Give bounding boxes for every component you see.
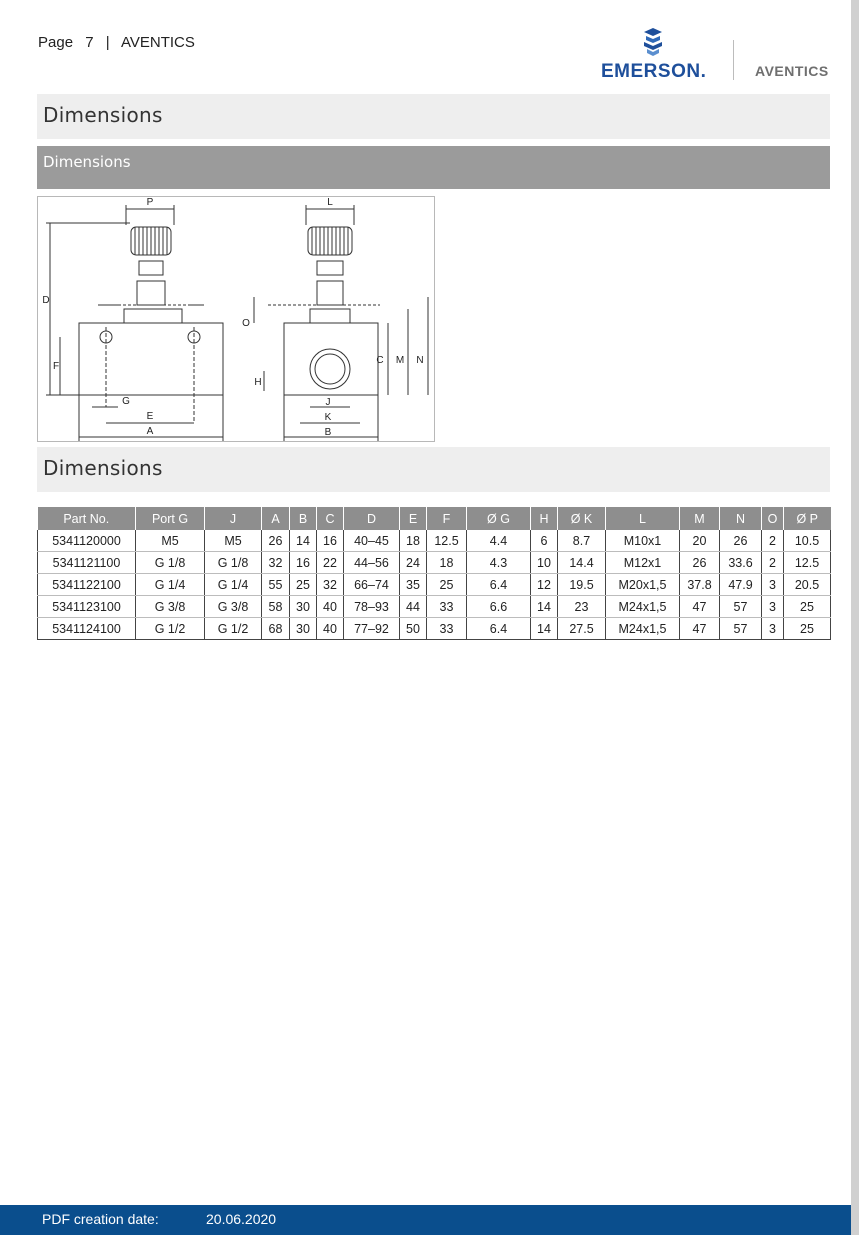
- col-header: J: [205, 507, 262, 530]
- table-cell: 8.7: [558, 530, 606, 552]
- table-cell: G 3/8: [136, 596, 205, 618]
- table-cell: 10.5: [784, 530, 831, 552]
- footer-date: 20.06.2020: [206, 1211, 277, 1227]
- table-cell: 40–45: [344, 530, 400, 552]
- table-cell: 16: [290, 552, 317, 574]
- table-cell: 6.4: [467, 574, 531, 596]
- dim-label-b: B: [324, 427, 332, 438]
- brand-logos: [598, 28, 850, 84]
- table-cell: M5: [205, 530, 262, 552]
- page-edge-shadow: [851, 0, 859, 1235]
- table-cell: G 1/2: [136, 618, 205, 640]
- table-cell: 26: [680, 552, 720, 574]
- dim-label-l: L: [327, 197, 333, 208]
- table-cell: M10x1: [606, 530, 680, 552]
- table-cell: 25: [784, 618, 831, 640]
- dim-label-k: K: [324, 412, 332, 423]
- table-cell: 5341123100: [38, 596, 136, 618]
- aventics-logo-text: AVENTICS: [755, 63, 829, 79]
- table-cell: G 1/8: [205, 552, 262, 574]
- subsection-heading-dimensions: [37, 146, 830, 189]
- footer-bar: [0, 1205, 851, 1235]
- table-cell: G 1/8: [136, 552, 205, 574]
- dimension-drawing-svg: [38, 197, 434, 441]
- table-cell: 33: [427, 618, 467, 640]
- table-cell: 12.5: [427, 530, 467, 552]
- table-row: [38, 618, 831, 640]
- table-cell: 12.5: [784, 552, 831, 574]
- footer-label: PDF creation date:: [42, 1211, 159, 1227]
- dimensions-table: [37, 507, 831, 640]
- col-header: O: [762, 507, 784, 530]
- dim-label-g: G: [122, 396, 130, 407]
- logo-divider: [733, 40, 734, 80]
- table-cell: 6: [531, 530, 558, 552]
- front-view: [46, 205, 223, 441]
- col-header: Port G: [136, 507, 205, 530]
- table-cell: 58: [262, 596, 290, 618]
- table-cell: M5: [136, 530, 205, 552]
- section-heading-text: Dimensions: [43, 103, 163, 127]
- col-header: F: [427, 507, 467, 530]
- table-cell: G 1/2: [205, 618, 262, 640]
- table-cell: 57: [720, 618, 762, 640]
- table-row: [38, 596, 831, 618]
- table-cell: 55: [262, 574, 290, 596]
- page-label: Page: [38, 34, 74, 51]
- table-cell: 18: [427, 552, 467, 574]
- table-row: [38, 530, 831, 552]
- col-header: Ø P: [784, 507, 831, 530]
- side-view: [254, 205, 428, 441]
- table-cell: 23: [558, 596, 606, 618]
- table-cell: 4.3: [467, 552, 531, 574]
- table-cell: 16: [317, 530, 344, 552]
- table-cell: 5341120000: [38, 530, 136, 552]
- table-cell: 47.9: [720, 574, 762, 596]
- table-cell: M20x1,5: [606, 574, 680, 596]
- table-cell: 47: [680, 596, 720, 618]
- table-cell: 33: [427, 596, 467, 618]
- table-cell: M24x1,5: [606, 618, 680, 640]
- table-cell: 20.5: [784, 574, 831, 596]
- col-header: E: [400, 507, 427, 530]
- table-cell: 3: [762, 596, 784, 618]
- table-cell: 14.4: [558, 552, 606, 574]
- subsection-heading-text: Dimensions: [43, 153, 131, 171]
- dim-label-o: O: [242, 318, 250, 329]
- col-header: C: [317, 507, 344, 530]
- col-header: H: [531, 507, 558, 530]
- col-header: A: [262, 507, 290, 530]
- col-header: Part No.: [38, 507, 136, 530]
- dim-label-n: N: [416, 355, 424, 366]
- table-cell: 19.5: [558, 574, 606, 596]
- table-body: [38, 530, 831, 640]
- table-cell: M12x1: [606, 552, 680, 574]
- table-cell: 4.4: [467, 530, 531, 552]
- table-cell: 44: [400, 596, 427, 618]
- table-cell: 14: [290, 530, 317, 552]
- table-cell: 50: [400, 618, 427, 640]
- table-cell: 24: [400, 552, 427, 574]
- table-cell: G 3/8: [205, 596, 262, 618]
- section-heading-dimensions-table: [37, 447, 830, 492]
- table-cell: 44–56: [344, 552, 400, 574]
- table-cell: 10: [531, 552, 558, 574]
- table-cell: 2: [762, 530, 784, 552]
- page-number: 7: [85, 34, 94, 51]
- table-cell: 35: [400, 574, 427, 596]
- table-cell: 37.8: [680, 574, 720, 596]
- table-cell: 12: [531, 574, 558, 596]
- table-cell: 32: [262, 552, 290, 574]
- dimension-drawing: [37, 196, 435, 442]
- table-cell: 30: [290, 596, 317, 618]
- dim-label-j: J: [325, 397, 331, 408]
- section-heading-text: Dimensions: [43, 456, 163, 480]
- dim-label-e: E: [146, 411, 154, 422]
- table-cell: 6.6: [467, 596, 531, 618]
- col-header: L: [606, 507, 680, 530]
- col-header: M: [680, 507, 720, 530]
- table-cell: 33.6: [720, 552, 762, 574]
- table-cell: 25: [784, 596, 831, 618]
- col-header: N: [720, 507, 762, 530]
- table-cell: G 1/4: [136, 574, 205, 596]
- table-cell: 5341121100: [38, 552, 136, 574]
- table-row: [38, 574, 831, 596]
- dim-label-m: M: [395, 355, 405, 366]
- emerson-logo-icon: [642, 28, 664, 60]
- table-cell: 20: [680, 530, 720, 552]
- section-heading-dimensions: [37, 94, 830, 139]
- table-cell: M24x1,5: [606, 596, 680, 618]
- table-cell: 68: [262, 618, 290, 640]
- dim-label-h: H: [254, 377, 262, 388]
- table-cell: 3: [762, 618, 784, 640]
- col-header: B: [290, 507, 317, 530]
- table-cell: 47: [680, 618, 720, 640]
- table-cell: 5341122100: [38, 574, 136, 596]
- table-cell: 3: [762, 574, 784, 596]
- table-cell: 32: [317, 574, 344, 596]
- dim-label-c: C: [376, 355, 384, 366]
- table-cell: 66–74: [344, 574, 400, 596]
- table-cell: 26: [262, 530, 290, 552]
- dim-label-d: D: [42, 295, 50, 306]
- page-reference: [38, 34, 203, 51]
- table-cell: 6.4: [467, 618, 531, 640]
- col-header: Ø G: [467, 507, 531, 530]
- table-cell: 26: [720, 530, 762, 552]
- dim-label-f: F: [52, 361, 60, 372]
- dim-label-p: P: [146, 197, 154, 208]
- table-cell: 40: [317, 618, 344, 640]
- emerson-logo-text: EMERSON.: [601, 61, 707, 82]
- table-cell: 25: [427, 574, 467, 596]
- table-cell: 27.5: [558, 618, 606, 640]
- page-separator: |: [105, 34, 110, 51]
- table-cell: 57: [720, 596, 762, 618]
- table-cell: 25: [290, 574, 317, 596]
- dim-label-a: A: [146, 426, 154, 437]
- table-header-row: [38, 507, 831, 530]
- table-row: [38, 552, 831, 574]
- table-cell: 78–93: [344, 596, 400, 618]
- table-cell: 14: [531, 618, 558, 640]
- table-cell: G 1/4: [205, 574, 262, 596]
- table-cell: 30: [290, 618, 317, 640]
- table-cell: 2: [762, 552, 784, 574]
- table-cell: 14: [531, 596, 558, 618]
- table-cell: 40: [317, 596, 344, 618]
- page-brand: AVENTICS: [120, 34, 195, 51]
- table-cell: 18: [400, 530, 427, 552]
- col-header: Ø K: [558, 507, 606, 530]
- col-header: D: [344, 507, 400, 530]
- table-cell: 77–92: [344, 618, 400, 640]
- table-cell: 22: [317, 552, 344, 574]
- table-cell: 5341124100: [38, 618, 136, 640]
